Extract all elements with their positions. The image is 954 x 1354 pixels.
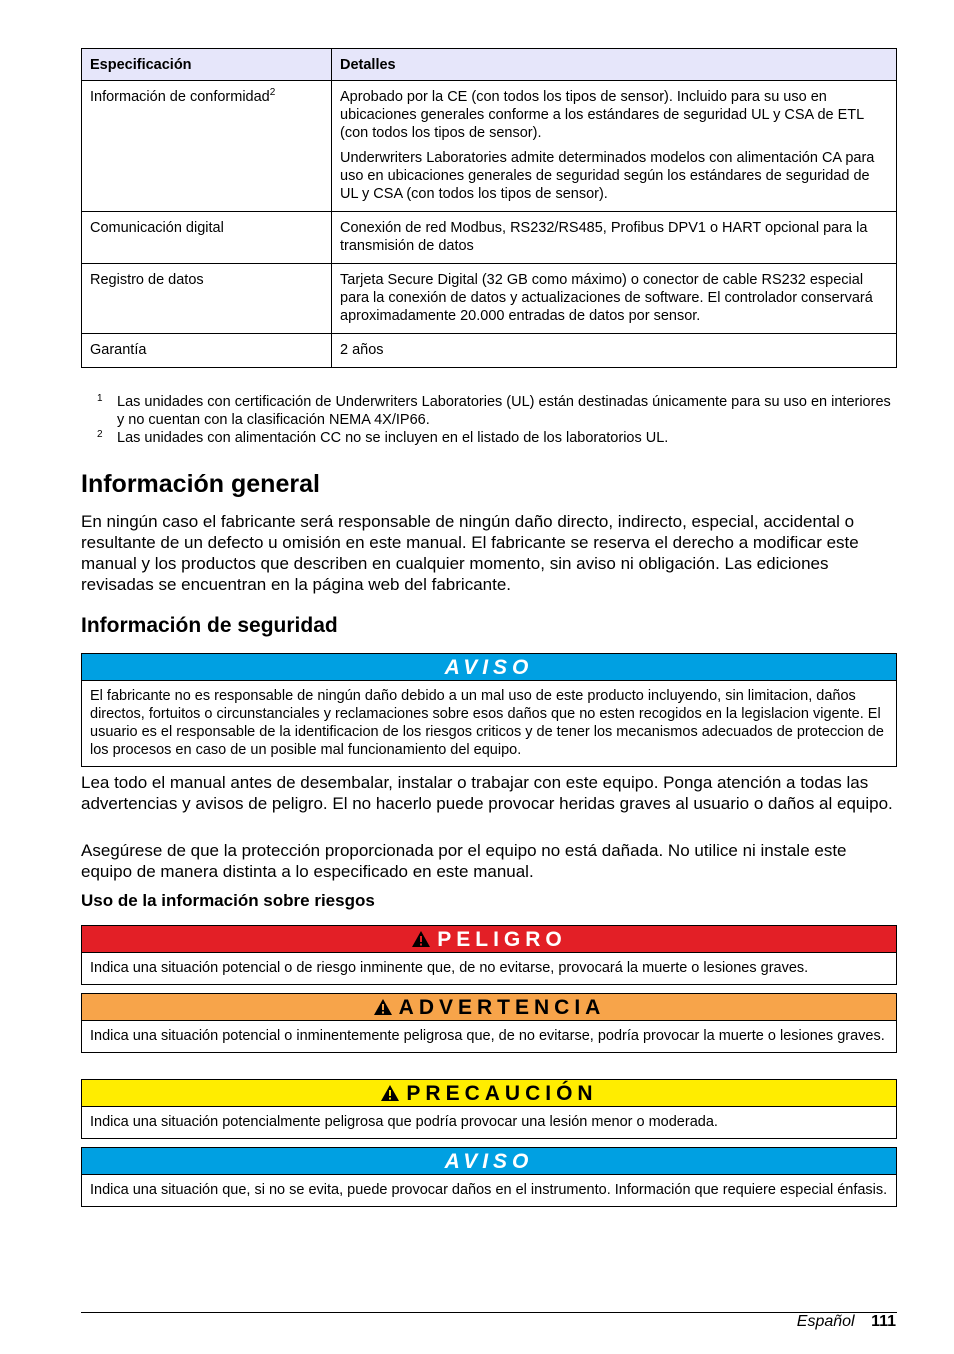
danger-text: Indica una situación potencial o de riesgo inminente que, de no evitarse, provocará la muerte o lesiones graves. — [90, 960, 809, 976]
table-row — [82, 81, 897, 212]
hazard-info-heading: Uso de la información sobre riesgos — [81, 891, 375, 910]
footer-rule — [81, 1312, 897, 1313]
header-specification: Especificación — [82, 49, 332, 81]
warning-triangle-icon — [411, 930, 431, 948]
table-row — [82, 212, 897, 264]
warning-title-bar — [82, 994, 896, 1021]
page-footer — [797, 1313, 896, 1331]
caution-title-bar — [82, 1080, 896, 1107]
notice-text: Indica una situación que, si no se evita, puede provocar daños en el instrumento. Información que requiere especial énfasis. — [90, 1182, 888, 1198]
page-number: 111 — [871, 1313, 896, 1330]
safety-paragraph: Lea todo el manual antes de desembalar, instalar o trabajar con este equipo. Ponga atención a todas las advertencias y avisos de peligro. El no hacerlo puede provocar heridas graves al usuario o daños al equipo. — [81, 773, 893, 813]
footnote — [81, 393, 897, 429]
table-row — [82, 334, 897, 368]
details-text: Tarjeta Secure Digital (32 GB como máximo) o conector de cable RS232 especial para la conexión de datos y actualizaciones de software. El controlador conservará aproximadamente 20.000 entradas de datos por sensor. — [340, 272, 873, 324]
spec-cell — [82, 212, 332, 264]
header-details: Detalles — [332, 49, 897, 81]
details-cell — [332, 212, 897, 264]
details-text: Aprobado por la CE (con todos los tipos de sensor). Incluido para su uso en ubicaciones generales conforme a los estándares de seguridad UL y CSA de ETL (con todos los tipos de sensor). — [340, 89, 864, 141]
table-row — [82, 264, 897, 334]
caution-box — [81, 1079, 897, 1139]
table-header-row — [82, 49, 897, 81]
details-text: 2 años — [340, 342, 384, 358]
danger-box — [81, 925, 897, 985]
spec-cell — [82, 264, 332, 334]
safety-paragraph: Asegúrese de que la protección proporcionada por el equipo no está dañada. No utilice ni instale este equipo de manera distinta a lo especificado en este manual. — [81, 841, 847, 881]
caution-title: PRECAUCIÓN — [406, 1081, 598, 1105]
details-text: Conexión de red Modbus, RS232/RS485, Profibus DPV1 o HART opcional para la transmisión de datos — [340, 220, 868, 254]
warning-box — [81, 993, 897, 1053]
notice-box — [81, 653, 897, 767]
spec-label: Garantía — [90, 342, 147, 358]
notice-text: El fabricante no es responsable de ningún daño debido a un mal uso de este producto incluyendo, sin limitacion, daños directos, fortuitos o circunstanciales y reclamaciones sobre esos daños que no esten recogidos en la legislacion vigente. El usuario es el responsable de la identificacion de los riesgos criticos y de tener los mecanismos adecuados de proteccion de los procesos en caso de un posible mal funcionamiento del equipo. — [90, 688, 884, 758]
notice-title-bar — [82, 654, 896, 681]
details-cell — [332, 264, 897, 334]
spec-cell — [82, 81, 332, 212]
footnote — [81, 429, 897, 447]
notice-box — [81, 1147, 897, 1207]
warning-title: ADVERTENCIA — [398, 995, 606, 1019]
details-cell — [332, 81, 897, 212]
footer-language: Español — [796, 1313, 855, 1330]
spec-label: Registro de datos — [90, 272, 204, 288]
general-info-heading: Información general — [81, 470, 320, 498]
danger-title-bar — [82, 926, 896, 953]
footnote-text: Las unidades con certificación de Underwriters Laboratories (UL) están destinadas únicamente para su uso en interiores y no cuentan con la clasificación NEMA 4X/IP66. — [117, 394, 891, 428]
general-info-text: En ningún caso el fabricante será responsable de ningún daño directo, indirecto, especial, accidental o resultante de un defecto u omisión en este manual. El fabricante se reserva el derecho a modificar este manual y los productos que describen en cualquier momento, sin aviso ni obligación. Las ediciones revisadas se encuentran en la página web del fabricante. — [81, 512, 859, 594]
footnote-ref: 2 — [269, 87, 276, 99]
spec-cell — [82, 334, 332, 368]
details-text: Underwriters Laboratories admite determinados modelos con alimentación CA para uso en ubicaciones generales de seguridad según los estándares de seguridad de UL y CSA (con todos los tipos de sensor). — [340, 150, 875, 202]
spec-label: Comunicación digital — [90, 220, 224, 236]
specifications-table — [81, 48, 897, 368]
spec-label: Información de conformidad — [90, 89, 270, 105]
notice-title: AVISO — [444, 655, 534, 679]
footnote-text: Las unidades con alimentación CC no se incluyen en el listado de los laboratorios UL. — [117, 430, 669, 446]
safety-info-heading: Información de seguridad — [81, 614, 338, 637]
notice-title: AVISO — [444, 1149, 534, 1173]
warning-triangle-icon — [380, 1084, 400, 1102]
warning-triangle-icon — [373, 998, 393, 1016]
notice-title-bar — [82, 1148, 896, 1175]
details-cell — [332, 334, 897, 368]
danger-title: PELIGRO — [437, 927, 567, 951]
warning-text: Indica una situación potencial o inminentemente peligrosa que, de no evitarse, podría provocar la muerte o lesiones graves. — [90, 1028, 885, 1044]
footnotes — [81, 393, 897, 447]
footnote-number: 1 — [97, 393, 103, 404]
caution-text: Indica una situación potencialmente peligrosa que podría provocar una lesión menor o moderada. — [90, 1114, 718, 1130]
footnote-number: 2 — [97, 429, 103, 440]
